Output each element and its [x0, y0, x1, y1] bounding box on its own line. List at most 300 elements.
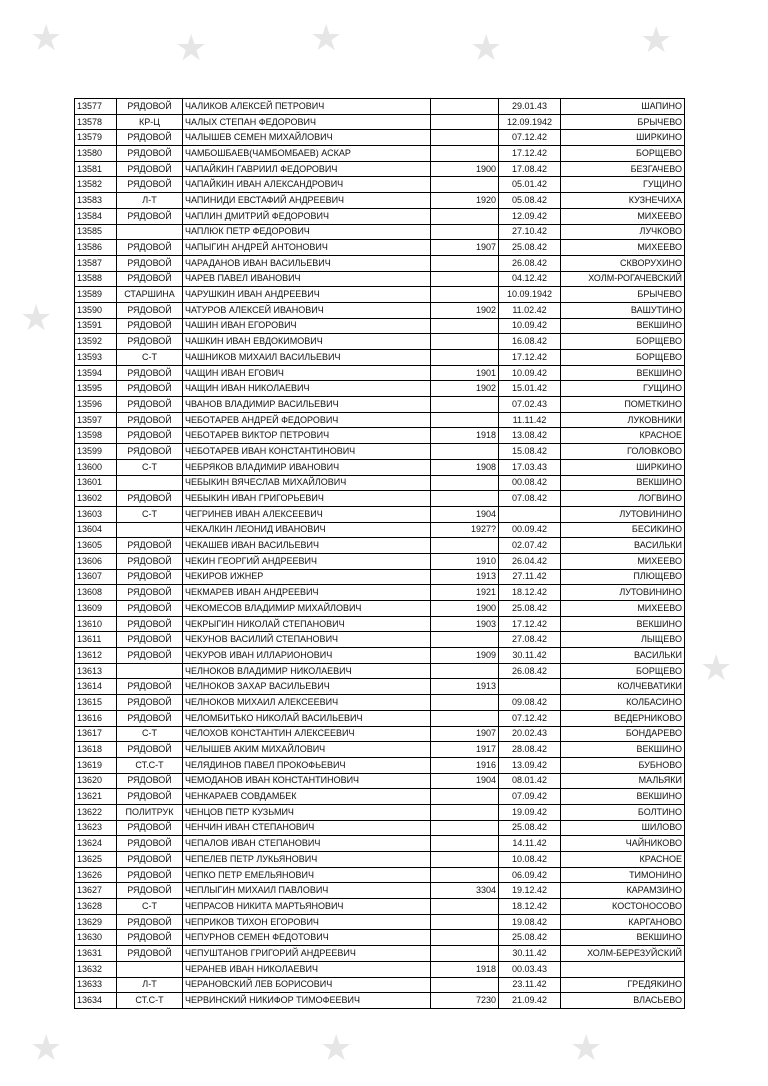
rank-cell: Л-Т — [117, 977, 183, 993]
birth-year-cell: 1913 — [431, 679, 499, 695]
birth-year-cell: 1904 — [431, 506, 499, 522]
table-row — [75, 146, 685, 162]
full-name-cell: ЧЕПЕЛЕВ ПЕТР ЛУКЬЯНОВИЧ — [183, 852, 431, 868]
table-row — [75, 287, 685, 303]
date-cell: 09.08.42 — [499, 695, 561, 711]
rank-cell: РЯДОВОЙ — [117, 742, 183, 758]
date-cell: 04.12.42 — [499, 271, 561, 287]
birth-year-cell — [431, 820, 499, 836]
birth-year-cell — [431, 836, 499, 852]
birth-year-cell — [431, 946, 499, 962]
rank-cell: РЯДОВОЙ — [117, 146, 183, 162]
rank-cell: СТ.С-Т — [117, 757, 183, 773]
place-cell: ВЕКШИНО — [561, 475, 685, 491]
table-row — [75, 318, 685, 334]
record-number-cell: 13598 — [75, 428, 117, 444]
full-name-cell: ЧЕПУРНОВ СЕМЕН ФЕДОТОВИЧ — [183, 930, 431, 946]
date-cell: 17.12.42 — [499, 146, 561, 162]
date-cell: 29.01.43 — [499, 99, 561, 115]
place-cell — [561, 961, 685, 977]
place-cell: ВЕДЕРНИКОВО — [561, 710, 685, 726]
date-cell: 26.04.42 — [499, 553, 561, 569]
date-cell: 00.03.43 — [499, 961, 561, 977]
table-row — [75, 648, 685, 664]
full-name-cell: ЧАПЫГИН АНДРЕЙ АНТОНОВИЧ — [183, 240, 431, 256]
place-cell: МИХЕЕВО — [561, 208, 685, 224]
full-name-cell: ЧЕРАНОВСКИЙ ЛЕВ БОРИСОВИЧ — [183, 977, 431, 993]
full-name-cell: ЧЕНЦОВ ПЕТР КУЗЬМИЧ — [183, 804, 431, 820]
table-row — [75, 459, 685, 475]
place-cell: ЛУТОВИНИНО — [561, 506, 685, 522]
rank-cell: РЯДОВОЙ — [117, 255, 183, 271]
record-number-cell: 13618 — [75, 742, 117, 758]
place-cell: БОРЩЕВО — [561, 663, 685, 679]
table-row — [75, 412, 685, 428]
table-row — [75, 930, 685, 946]
watermark-star-icon: ★ — [700, 647, 733, 688]
table-row — [75, 302, 685, 318]
place-cell: ГУЩИНО — [561, 381, 685, 397]
full-name-cell: ЧЕНКАРАЕВ СОВДАМБЕК — [183, 789, 431, 805]
place-cell: КАРГАНОВО — [561, 914, 685, 930]
rank-cell — [117, 522, 183, 538]
birth-year-cell — [431, 899, 499, 915]
record-number-cell: 13581 — [75, 161, 117, 177]
rank-cell: РЯДОВОЙ — [117, 852, 183, 868]
record-number-cell: 13629 — [75, 914, 117, 930]
date-cell: 17.03.43 — [499, 459, 561, 475]
full-name-cell: ЧЕПКО ПЕТР ЕМЕЛЬЯНОВИЧ — [183, 867, 431, 883]
date-cell: 14.11.42 — [499, 836, 561, 852]
watermark-star-icon: ★ — [570, 1027, 603, 1068]
table-row — [75, 710, 685, 726]
table-row — [75, 99, 685, 115]
place-cell: БРЫЧЕВО — [561, 114, 685, 130]
table-row — [75, 208, 685, 224]
date-cell: 28.08.42 — [499, 742, 561, 758]
record-number-cell: 13627 — [75, 883, 117, 899]
full-name-cell: ЧЕПРАСОВ НИКИТА МАРТЬЯНОВИЧ — [183, 899, 431, 915]
record-number-cell: 13578 — [75, 114, 117, 130]
birth-year-cell — [431, 867, 499, 883]
table-row — [75, 679, 685, 695]
table-row — [75, 553, 685, 569]
full-name-cell: ЧЕБЫКИН ВЯЧЕСЛАВ МИХАЙЛОВИЧ — [183, 475, 431, 491]
table-row — [75, 616, 685, 632]
table-row — [75, 569, 685, 585]
record-number-cell: 13591 — [75, 318, 117, 334]
record-number-cell: 13609 — [75, 601, 117, 617]
date-cell: 18.12.42 — [499, 899, 561, 915]
record-number-cell: 13628 — [75, 899, 117, 915]
rank-cell: ПОЛИТРУК — [117, 804, 183, 820]
place-cell: ШИРКИНО — [561, 130, 685, 146]
full-name-cell: ЧАПЛИН ДМИТРИЙ ФЕДОРОВИЧ — [183, 208, 431, 224]
record-number-cell: 13623 — [75, 820, 117, 836]
record-number-cell: 13602 — [75, 491, 117, 507]
full-name-cell: ЧАЩИН ИВАН НИКОЛАЕВИЧ — [183, 381, 431, 397]
record-number-cell: 13622 — [75, 804, 117, 820]
birth-year-cell — [431, 224, 499, 240]
record-number-cell: 13588 — [75, 271, 117, 287]
birth-year-cell: 1907 — [431, 240, 499, 256]
table-row — [75, 726, 685, 742]
date-cell: 27.08.42 — [499, 632, 561, 648]
date-cell: 07.09.42 — [499, 789, 561, 805]
rank-cell: РЯДОВОЙ — [117, 428, 183, 444]
date-cell: 25.08.42 — [499, 930, 561, 946]
date-cell: 25.08.42 — [499, 820, 561, 836]
date-cell: 07.12.42 — [499, 710, 561, 726]
date-cell — [499, 679, 561, 695]
birth-year-cell: 1917 — [431, 742, 499, 758]
record-number-cell: 13619 — [75, 757, 117, 773]
full-name-cell: ЧАМБОШБАЕВ(ЧАМБОМБАЕВ) АСКАР — [183, 146, 431, 162]
place-cell: ВЕКШИНО — [561, 616, 685, 632]
full-name-cell: ЧЕНЧИН ИВАН СТЕПАНОВИЧ — [183, 820, 431, 836]
place-cell: МИХЕЕВО — [561, 601, 685, 617]
table-row — [75, 177, 685, 193]
birth-year-cell — [431, 177, 499, 193]
birth-year-cell: 1920 — [431, 193, 499, 209]
casualty-register-table — [74, 98, 685, 1009]
rank-cell: РЯДОВОЙ — [117, 553, 183, 569]
date-cell: 02.07.42 — [499, 538, 561, 554]
full-name-cell: ЧЕКРЫГИН НИКОЛАЙ СТЕПАНОВИЧ — [183, 616, 431, 632]
rank-cell: РЯДОВОЙ — [117, 302, 183, 318]
table-row — [75, 852, 685, 868]
full-name-cell: ЧЕРВИНСКИЙ НИКИФОР ТИМОФЕЕВИЧ — [183, 993, 431, 1009]
date-cell: 25.08.42 — [499, 240, 561, 256]
place-cell: ВАСИЛЬКИ — [561, 648, 685, 664]
rank-cell: РЯДОВОЙ — [117, 695, 183, 711]
place-cell: ВЕКШИНО — [561, 930, 685, 946]
rank-cell — [117, 961, 183, 977]
rank-cell: РЯДОВОЙ — [117, 569, 183, 585]
date-cell — [499, 506, 561, 522]
date-cell: 19.09.42 — [499, 804, 561, 820]
rank-cell — [117, 475, 183, 491]
birth-year-cell — [431, 287, 499, 303]
birth-year-cell — [431, 146, 499, 162]
record-number-cell: 13585 — [75, 224, 117, 240]
date-cell: 17.12.42 — [499, 350, 561, 366]
table-row — [75, 522, 685, 538]
table-row — [75, 883, 685, 899]
date-cell: 19.08.42 — [499, 914, 561, 930]
place-cell: ШИРКИНО — [561, 459, 685, 475]
table-row — [75, 820, 685, 836]
record-number-cell: 13611 — [75, 632, 117, 648]
rank-cell: С-Т — [117, 350, 183, 366]
birth-year-cell — [431, 695, 499, 711]
table-row — [75, 381, 685, 397]
record-number-cell: 13587 — [75, 255, 117, 271]
rank-cell: РЯДОВОЙ — [117, 318, 183, 334]
rank-cell: РЯДОВОЙ — [117, 397, 183, 413]
place-cell: КРАСНОЕ — [561, 852, 685, 868]
full-name-cell: ЧЕКАЛКИН ЛЕОНИД ИВАНОВИЧ — [183, 522, 431, 538]
place-cell: КОЛБАСИНО — [561, 695, 685, 711]
place-cell: ЛУКОВНИКИ — [561, 412, 685, 428]
full-name-cell: ЧАЛЫШЕВ СЕМЕН МИХАЙЛОВИЧ — [183, 130, 431, 146]
table-row — [75, 475, 685, 491]
record-number-cell: 13616 — [75, 710, 117, 726]
record-number-cell: 13630 — [75, 930, 117, 946]
record-number-cell: 13590 — [75, 302, 117, 318]
table-row — [75, 397, 685, 413]
full-name-cell: ЧАШИН ИВАН ЕГОРОВИЧ — [183, 318, 431, 334]
date-cell: 11.02.42 — [499, 302, 561, 318]
record-number-cell: 13626 — [75, 867, 117, 883]
rank-cell: СТ.С-Т — [117, 993, 183, 1009]
date-cell: 30.11.42 — [499, 648, 561, 664]
rank-cell: РЯДОВОЙ — [117, 240, 183, 256]
table-row — [75, 585, 685, 601]
place-cell: ПЛЮЩЕВО — [561, 569, 685, 585]
birth-year-cell — [431, 475, 499, 491]
full-name-cell: ЧЕКАШЕВ ИВАН ВАСИЛЬЕВИЧ — [183, 538, 431, 554]
record-number-cell: 13601 — [75, 475, 117, 491]
record-number-cell: 13603 — [75, 506, 117, 522]
birth-year-cell: 1921 — [431, 585, 499, 601]
full-name-cell: ЧАТУРОВ АЛЕКСЕЙ ИВАНОВИЧ — [183, 302, 431, 318]
birth-year-cell: 1909 — [431, 648, 499, 664]
full-name-cell: ЧЕКУРОВ ИВАН ИЛЛАРИОНОВИЧ — [183, 648, 431, 664]
table-row — [75, 757, 685, 773]
place-cell: ХОЛМ-РОГАЧЕВСКИЙ — [561, 271, 685, 287]
place-cell: ВЛАСЬЕВО — [561, 993, 685, 1009]
rank-cell: РЯДОВОЙ — [117, 648, 183, 664]
birth-year-cell — [431, 412, 499, 428]
record-number-cell: 13577 — [75, 99, 117, 115]
table-row — [75, 271, 685, 287]
date-cell: 00.09.42 — [499, 522, 561, 538]
rank-cell: С-Т — [117, 506, 183, 522]
record-number-cell: 13614 — [75, 679, 117, 695]
record-number-cell: 13600 — [75, 459, 117, 475]
rank-cell: РЯДОВОЙ — [117, 177, 183, 193]
record-number-cell: 13582 — [75, 177, 117, 193]
full-name-cell: ЧЕПРИКОВ ТИХОН ЕГОРОВИЧ — [183, 914, 431, 930]
table-row — [75, 130, 685, 146]
table-row — [75, 914, 685, 930]
record-number-cell: 13612 — [75, 648, 117, 664]
birth-year-cell: 3304 — [431, 883, 499, 899]
watermark-star-icon: ★ — [470, 27, 503, 68]
watermark-star-icon: ★ — [310, 17, 343, 58]
full-name-cell: ЧЕГРИНЕВ ИВАН АЛЕКСЕЕВИЧ — [183, 506, 431, 522]
rank-cell: РЯДОВОЙ — [117, 930, 183, 946]
date-cell: 12.09.42 — [499, 208, 561, 224]
table-row — [75, 491, 685, 507]
rank-cell: РЯДОВОЙ — [117, 161, 183, 177]
table-row — [75, 742, 685, 758]
birth-year-cell: 1902 — [431, 381, 499, 397]
birth-year-cell: 1918 — [431, 428, 499, 444]
rank-cell: РЯДОВОЙ — [117, 334, 183, 350]
record-number-cell: 13607 — [75, 569, 117, 585]
full-name-cell: ЧЕМОДАНОВ ИВАН КОНСТАНТИНОВИЧ — [183, 773, 431, 789]
full-name-cell: ЧЕЛНОКОВ ЗАХАР ВАСИЛЬЕВИЧ — [183, 679, 431, 695]
place-cell: ШАПИНО — [561, 99, 685, 115]
rank-cell: Л-Т — [117, 193, 183, 209]
table-row — [75, 946, 685, 962]
rank-cell: РЯДОВОЙ — [117, 271, 183, 287]
full-name-cell: ЧАРЕВ ПАВЕЛ ИВАНОВИЧ — [183, 271, 431, 287]
place-cell: КУЗНЕЧИХА — [561, 193, 685, 209]
date-cell: 13.09.42 — [499, 757, 561, 773]
record-number-cell: 13617 — [75, 726, 117, 742]
full-name-cell: ЧЕПАЛОВ ИВАН СТЕПАНОВИЧ — [183, 836, 431, 852]
full-name-cell: ЧЕЛНОКОВ ВЛАДИМИР НИКОЛАЕВИЧ — [183, 663, 431, 679]
birth-year-cell — [431, 538, 499, 554]
table-row — [75, 789, 685, 805]
rank-cell: РЯДОВОЙ — [117, 710, 183, 726]
birth-year-cell: 1900 — [431, 601, 499, 617]
date-cell: 26.08.42 — [499, 255, 561, 271]
birth-year-cell: 1904 — [431, 773, 499, 789]
record-number-cell: 13579 — [75, 130, 117, 146]
rank-cell: РЯДОВОЙ — [117, 130, 183, 146]
table-row — [75, 601, 685, 617]
watermark-star-icon: ★ — [175, 27, 208, 68]
birth-year-cell — [431, 789, 499, 805]
full-name-cell: ЧЕКИН ГЕОРГИЙ АНДРЕЕВИЧ — [183, 553, 431, 569]
date-cell: 27.10.42 — [499, 224, 561, 240]
birth-year-cell: 1927? — [431, 522, 499, 538]
record-number-cell: 13593 — [75, 350, 117, 366]
full-name-cell: ЧАРАДАНОВ ИВАН ВАСИЛЬЕВИЧ — [183, 255, 431, 271]
date-cell: 20.02.43 — [499, 726, 561, 742]
record-number-cell: 13604 — [75, 522, 117, 538]
full-name-cell: ЧЕКИРОВ ИЖНЕР — [183, 569, 431, 585]
place-cell: БЕСИКИНО — [561, 522, 685, 538]
table-row — [75, 193, 685, 209]
rank-cell: РЯДОВОЙ — [117, 444, 183, 460]
date-cell: 15.01.42 — [499, 381, 561, 397]
full-name-cell: ЧАШНИКОВ МИХАИЛ ВАСИЛЬЕВИЧ — [183, 350, 431, 366]
place-cell: КАРАМЗИНО — [561, 883, 685, 899]
place-cell: ЛУЧКОВО — [561, 224, 685, 240]
full-name-cell: ЧЕКОМЕСОВ ВЛАДИМИР МИХАЙЛОВИЧ — [183, 601, 431, 617]
birth-year-cell — [431, 804, 499, 820]
full-name-cell: ЧАПАЙКИН ИВАН АЛЕКСАНДРОВИЧ — [183, 177, 431, 193]
birth-year-cell: 1902 — [431, 302, 499, 318]
watermark-star-icon: ★ — [20, 297, 53, 338]
date-cell: 18.12.42 — [499, 585, 561, 601]
table-row — [75, 506, 685, 522]
record-number-cell: 13633 — [75, 977, 117, 993]
birth-year-cell — [431, 271, 499, 287]
birth-year-cell: 1907 — [431, 726, 499, 742]
rank-cell: СТАРШИНА — [117, 287, 183, 303]
place-cell: СКВОРУХИНО — [561, 255, 685, 271]
rank-cell: С-Т — [117, 726, 183, 742]
place-cell: БОЛТИНО — [561, 804, 685, 820]
place-cell: БОНДАРЕВО — [561, 726, 685, 742]
birth-year-cell: 1918 — [431, 961, 499, 977]
full-name-cell: ЧАЛЫХ СТЕПАН ФЕДОРОВИЧ — [183, 114, 431, 130]
record-number-cell: 13624 — [75, 836, 117, 852]
watermark-star-icon: ★ — [30, 17, 63, 58]
birth-year-cell: 1916 — [431, 757, 499, 773]
birth-year-cell: 1900 — [431, 161, 499, 177]
full-name-cell: ЧАПАЙКИН ГАВРИИЛ ФЕДОРОВИЧ — [183, 161, 431, 177]
rank-cell: РЯДОВОЙ — [117, 208, 183, 224]
date-cell: 26.08.42 — [499, 663, 561, 679]
table-row — [75, 114, 685, 130]
birth-year-cell — [431, 632, 499, 648]
full-name-cell: ЧЕЛОМБИТЬКО НИКОЛАЙ ВАСИЛЬЕВИЧ — [183, 710, 431, 726]
date-cell: 13.08.42 — [499, 428, 561, 444]
place-cell: КОСТОНОСОВО — [561, 899, 685, 915]
birth-year-cell — [431, 334, 499, 350]
rank-cell: РЯДОВОЙ — [117, 820, 183, 836]
date-cell: 07.12.42 — [499, 130, 561, 146]
record-number-cell: 13625 — [75, 852, 117, 868]
full-name-cell: ЧАШКИН ИВАН ЕВДОКИМОВИЧ — [183, 334, 431, 350]
full-name-cell: ЧЕПУШТАНОВ ГРИГОРИЙ АНДРЕЕВИЧ — [183, 946, 431, 962]
full-name-cell: ЧЕКМАРЕВ ИВАН АНДРЕЕВИЧ — [183, 585, 431, 601]
date-cell: 16.08.42 — [499, 334, 561, 350]
full-name-cell: ЧЕБОТАРЕВ АНДРЕЙ ФЕДОРОВИЧ — [183, 412, 431, 428]
birth-year-cell: 1903 — [431, 616, 499, 632]
rank-cell: РЯДОВОЙ — [117, 914, 183, 930]
table-row — [75, 663, 685, 679]
table-row — [75, 365, 685, 381]
record-number-cell: 13586 — [75, 240, 117, 256]
place-cell: ВЕКШИНО — [561, 789, 685, 805]
date-cell: 15.08.42 — [499, 444, 561, 460]
date-cell: 00.08.42 — [499, 475, 561, 491]
date-cell: 10.09.42 — [499, 365, 561, 381]
date-cell: 12.09.1942 — [499, 114, 561, 130]
full-name-cell: ЧЕПЛЫГИН МИХАИЛ ПАВЛОВИЧ — [183, 883, 431, 899]
place-cell: БЕЗГАЧЕВО — [561, 161, 685, 177]
full-name-cell: ЧЕЛЯДИНОВ ПАВЕЛ ПРОКОФЬЕВИЧ — [183, 757, 431, 773]
date-cell: 10.09.42 — [499, 318, 561, 334]
table-row — [75, 804, 685, 820]
record-number-cell: 13589 — [75, 287, 117, 303]
place-cell: ГОЛОВКОВО — [561, 444, 685, 460]
place-cell: БОРЩЕВО — [561, 334, 685, 350]
date-cell: 08.01.42 — [499, 773, 561, 789]
date-cell: 05.01.42 — [499, 177, 561, 193]
record-number-cell: 13599 — [75, 444, 117, 460]
full-name-cell: ЧЕРАНЕВ ИВАН НИКОЛАЕВИЧ — [183, 961, 431, 977]
birth-year-cell — [431, 663, 499, 679]
rank-cell — [117, 663, 183, 679]
place-cell: ВЕКШИНО — [561, 365, 685, 381]
table-row — [75, 836, 685, 852]
rank-cell: КР-Ц — [117, 114, 183, 130]
table-row — [75, 428, 685, 444]
full-name-cell: ЧЕЛНОКОВ МИХАИЛ АЛЕКСЕЕВИЧ — [183, 695, 431, 711]
register-rows — [75, 99, 685, 1009]
place-cell: ПОМЕТКИНО — [561, 397, 685, 413]
rank-cell: РЯДОВОЙ — [117, 538, 183, 554]
full-name-cell: ЧВАНОВ ВЛАДИМИР ВАСИЛЬЕВИЧ — [183, 397, 431, 413]
rank-cell: РЯДОВОЙ — [117, 365, 183, 381]
date-cell: 10.09.1942 — [499, 287, 561, 303]
date-cell: 07.08.42 — [499, 491, 561, 507]
place-cell: ШИЛОВО — [561, 820, 685, 836]
birth-year-cell — [431, 444, 499, 460]
place-cell: ВАШУТИНО — [561, 302, 685, 318]
record-number-cell: 13584 — [75, 208, 117, 224]
place-cell: КРАСНОЕ — [561, 428, 685, 444]
